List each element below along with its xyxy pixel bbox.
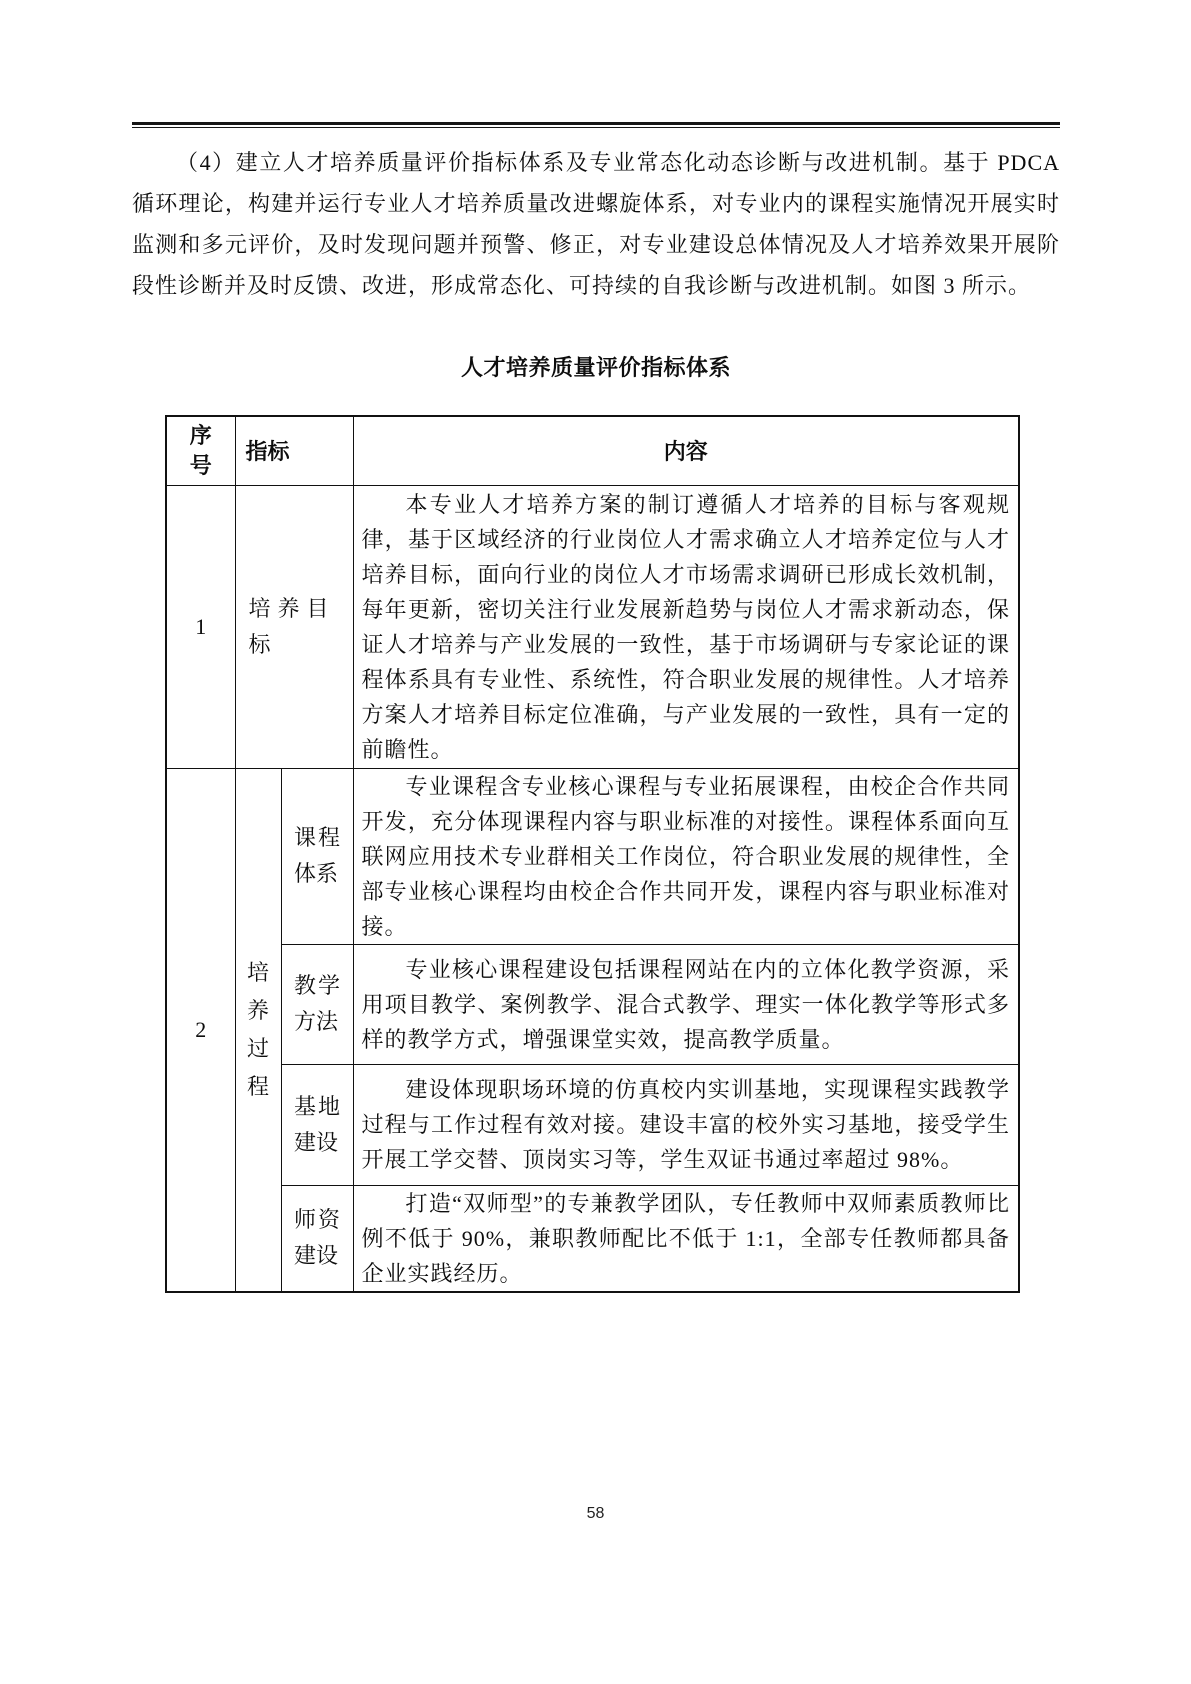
table-row-goal xyxy=(166,485,1019,768)
sub-indicator-cell-faculty xyxy=(281,1185,353,1292)
content-text-base: 建设体现职场环境的仿真校内实训基地，实现课程实践教学过程与工作过程有效对接。建设丰富的校外实习基地，接受学生开展工学交替、顶岗实习等，学生双证书通过率超过 98%。 xyxy=(361,1077,1011,1172)
header-rule xyxy=(132,122,1060,128)
seq-number: 1 xyxy=(195,613,207,639)
content-cell-curriculum xyxy=(353,768,1019,944)
seq-number: 2 xyxy=(195,1016,207,1042)
content-cell-teaching xyxy=(353,944,1019,1064)
seq-cell-2 xyxy=(166,768,235,1292)
table-title: 人才培养质量评价指标体系 xyxy=(460,355,731,380)
evaluation-table xyxy=(165,415,1020,1293)
content-text-goal: 本专业人才培养方案的制订遵循人才培养的目标与客观规律，基于区域经济的行业岗位人才需求确立人才培养定位与人才培养目标，面向行业的岗位人才市场需求调研已形成长效机制，每年更新，密切关注行业发展新趋势与岗位人才需求新动态，保证人才培养与产业发展的一致性，基于市场调研与专家论证的课程体系具有专业性、系统性，符合职业发展的规律性。人才培养方案人才培养目标定位准确，与产业发展的一致性，具有一定的前瞻性。 xyxy=(361,491,1011,762)
page-number: 58 xyxy=(586,1505,605,1522)
content-cell-goal xyxy=(353,485,1019,768)
header-content-label: 内容 xyxy=(663,439,708,465)
table-row-curriculum xyxy=(166,768,1019,944)
table-header-row xyxy=(166,416,1019,485)
sub-indicator-label: 课程体系 xyxy=(294,825,340,886)
sub-indicator-cell-base xyxy=(281,1064,353,1185)
content-text-faculty: 打造“双师型”的专兼教学团队，专任教师中双师素质教师比例不低于 90%，兼职教师配比不低于 1:1，全部专任教师都具备企业实践经历。 xyxy=(361,1190,1011,1286)
header-seq-label: 序号 xyxy=(189,422,212,478)
content-cell-base xyxy=(353,1064,1019,1185)
indicator-cell-goal xyxy=(235,485,353,768)
header-cell-content xyxy=(353,416,1019,485)
sub-indicator-label: 基地建设 xyxy=(294,1093,340,1155)
table-row-teaching-method xyxy=(166,944,1019,1064)
sub-indicator-cell-curriculum xyxy=(281,768,353,944)
content-cell-faculty xyxy=(353,1185,1019,1292)
content-text-curriculum: 专业课程含专业核心课程与专业拓展课程，由校企合作共同开发，充分体现课程内容与职业标准的对接性。课程体系面向互联网应用技术专业群相关工作岗位，符合职业发展的规律性，全部专业核心课程均由校企合作共同开发，课程内容与职业标准对接。 xyxy=(361,773,1011,939)
header-cell-indicator xyxy=(235,416,353,485)
indicator-label-goal: 培养目标 xyxy=(248,595,329,657)
body-paragraph: （4）建立人才培养质量评价指标体系及专业常态化动态诊断与改进机制。基于 PDCA 循环理论，构建并运行专业人才培养质量改进螺旋体系，对专业内的课程实施情况开展实时监测和多元评价，及时发现问题并预警、修正，对专业建设总体情况及人才培养效果开展阶段性诊断并及时反馈、改进，形成常态化、可持续的自我诊断与改进机制。如图 3 所示。 xyxy=(132,150,1060,298)
sub-indicator-label: 师资建设 xyxy=(294,1207,340,1268)
indicator-label-process: 培养过程 xyxy=(246,959,269,1099)
table-row-base-construction xyxy=(166,1064,1019,1185)
indicator-cell-process xyxy=(235,768,281,1292)
header-indicator-label: 指标 xyxy=(245,439,290,465)
seq-cell-1 xyxy=(166,485,235,768)
sub-indicator-label: 教学方法 xyxy=(294,973,340,1034)
sub-indicator-cell-teaching xyxy=(281,944,353,1064)
header-cell-seq xyxy=(166,416,235,485)
content-text-teaching: 专业核心课程建设包括课程网站在内的立体化教学资源，采用项目教学、案例教学、混合式教学、理实一体化教学等形式多样的教学方式，增强课堂实效，提高教学质量。 xyxy=(361,956,1011,1052)
table-row-faculty xyxy=(166,1185,1019,1292)
